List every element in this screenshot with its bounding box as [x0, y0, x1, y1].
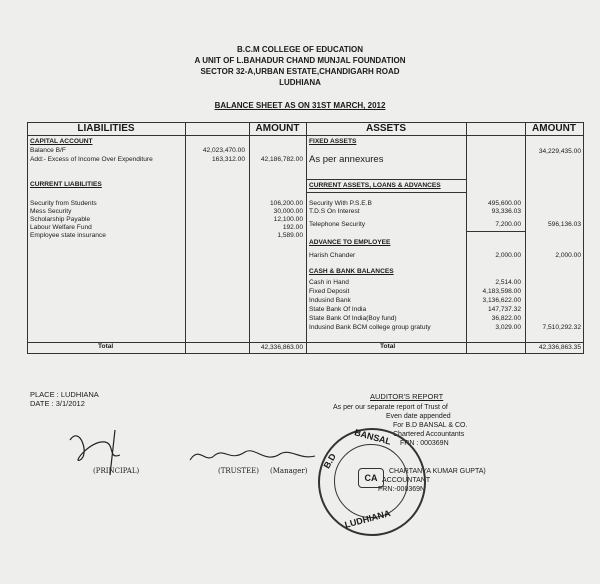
auditor-line: Even date appended: [386, 413, 451, 420]
liability-item-value: 192.00: [282, 224, 303, 231]
auditor-line: As per our separate report of Trust of: [333, 404, 448, 411]
ca-logo: CA: [358, 468, 384, 488]
stamp-top-text: BANSAL: [353, 427, 393, 447]
college-name: B.C.M COLLEGE OF EDUCATION: [236, 45, 364, 54]
col-amount-right: AMOUNT: [532, 123, 576, 134]
fixed-assets-value: 34,229,435.00: [538, 148, 581, 155]
auditor-line: ACCOUNTANT: [382, 477, 431, 484]
asset-item-label: Security With P.S.E.B: [309, 200, 372, 207]
advance-total: 2,000.00: [555, 252, 581, 259]
asset-item-value: 7,200.00: [495, 221, 521, 228]
col-amount-left: AMOUNT: [255, 123, 300, 134]
col-assets: ASSETS: [365, 123, 406, 134]
auditor-line: For B.D BANSAL & CO.: [393, 422, 468, 429]
city-line: LUDHIANA: [279, 78, 321, 87]
balance-bf-label: Balance B/F: [30, 147, 66, 154]
liabilities-total-value: 42,336,863.00: [260, 344, 303, 351]
advance-item-value: 2,000.00: [495, 252, 521, 259]
foundation-line: A UNIT OF L.BAHADUR CHAND MUNJAL FOUNDATION: [194, 56, 406, 65]
advance-heading: ADVANCE TO EMPLOYEE: [309, 239, 391, 246]
excess-value: 163,312.00: [211, 156, 245, 163]
auditor-stamp: [318, 428, 426, 536]
capital-account-heading: CAPITAL ACCOUNT: [30, 138, 93, 145]
auditor-line: CHARTANYA KUMAR GUPTA): [389, 468, 486, 475]
cash-item-value: 3,136,622.00: [482, 297, 521, 304]
asset-item-value: 495,600.00: [487, 200, 521, 207]
cash-item-label: Fixed Deposit: [309, 288, 350, 295]
excess-label: Add:- Excess of Income Over Expenditure: [30, 156, 153, 163]
liability-item-value: 12,100.00: [273, 216, 303, 223]
liability-item-label: Employee state insurance: [30, 232, 106, 239]
cash-item-value: 36,822.00: [491, 315, 521, 322]
auditor-line: Chartered Accountants: [393, 431, 465, 438]
cash-item-value: 147,737.32: [487, 306, 521, 313]
advance-item-label: Harish Chander: [309, 252, 356, 259]
liability-item-label: Scholarship Payable: [30, 216, 91, 223]
auditor-line: FRN:-000369N: [378, 486, 426, 493]
asset-item-value: 93,336.03: [491, 208, 521, 215]
cash-item-label: State Bank Of India(Boy fund): [309, 315, 397, 322]
balance-bf-value: 42,023,470.00: [202, 147, 245, 154]
cash-item-label: Indusind Bank: [309, 297, 351, 304]
capital-total: 42,186,782.00: [260, 156, 303, 163]
liability-item-value: 1,589.00: [277, 232, 303, 239]
cash-item-label: Indusind Bank BCM college group gratuty: [309, 324, 431, 331]
current-liabilities-heading: CURRENT LIABILITIES: [30, 181, 102, 188]
auditor-report-title: AUDITOR'S REPORT: [370, 392, 444, 401]
cash-item-label: Cash in Hand: [309, 279, 349, 286]
manager-label: (Manager): [270, 467, 308, 475]
balance-sheet-title: BALANCE SHEET AS ON 31ST MARCH, 2012: [214, 101, 386, 110]
annexures-note: As per annexures: [309, 154, 384, 165]
liability-item-value: 106,200.00: [269, 200, 303, 207]
asset-item-label: T.D.S On Interest: [309, 208, 360, 215]
principal-label: (PRINCIPAL): [93, 467, 140, 475]
assets-total-label: Total: [380, 343, 396, 350]
liability-item-value: 30,000.00: [273, 208, 303, 215]
date-label: DATE : 3/1/2012: [30, 399, 85, 408]
cash-item-label: State Bank Of India: [309, 306, 367, 313]
assets-total-value: 42,336,863.35: [538, 344, 581, 351]
asset-item-label: Telephone Security: [309, 221, 366, 228]
current-assets-heading: CURRENT ASSETS, LOANS & ADVANCES: [309, 182, 441, 189]
address-line: SECTOR 32-A,URBAN ESTATE,CHANDIGARH ROAD: [200, 67, 400, 76]
liability-item-label: Mess Security: [30, 208, 72, 215]
fixed-assets-heading: FIXED ASSETS: [309, 138, 357, 145]
cash-item-value: 3,029.00: [495, 324, 521, 331]
place-label: PLACE : LUDHIANA: [30, 390, 99, 399]
liability-item-label: Security from Students: [30, 200, 97, 207]
liabilities-total-label: Total: [98, 343, 114, 350]
cash-item-value: 4,183,598.00: [482, 288, 521, 295]
trustee-signature: [185, 440, 325, 470]
auditor-line: FRN : 000369N: [400, 440, 449, 447]
trustee-label: (TRUSTEE): [218, 467, 259, 475]
cash-item-value: 2,514.00: [495, 279, 521, 286]
cash-bank-heading: CASH & BANK BALANCES: [309, 268, 394, 275]
cash-bank-total: 7,510,292.32: [542, 324, 581, 331]
liability-item-label: Labour Welfare Fund: [30, 224, 92, 231]
stamp-left-text: B.D: [321, 451, 338, 471]
stamp-bottom-text: LUDHIANA: [343, 508, 392, 530]
col-liabilities: LIABILITIES: [77, 123, 135, 134]
current-assets-total: 596,136.03: [547, 221, 581, 228]
